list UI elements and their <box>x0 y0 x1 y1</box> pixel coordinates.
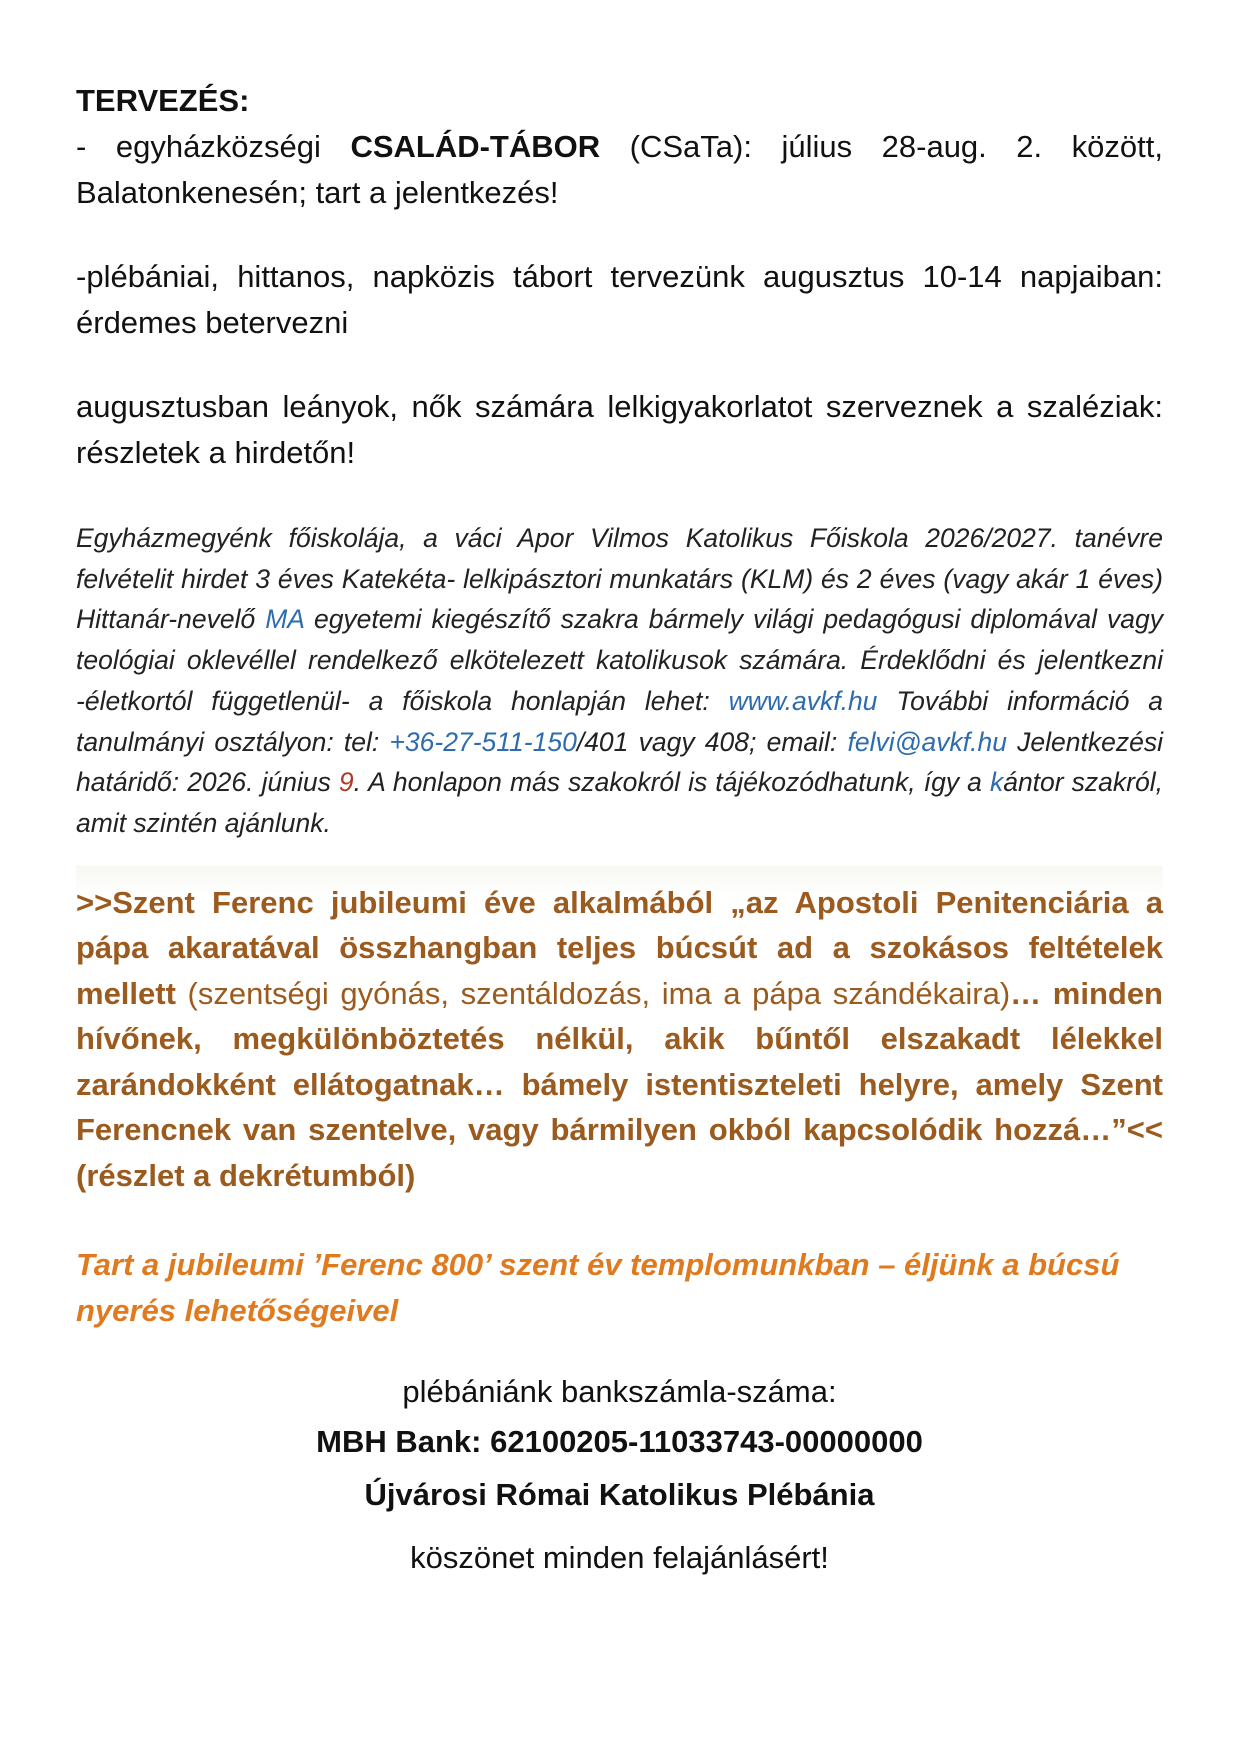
cantor-highlight: k <box>989 767 1004 798</box>
college-text-3: További információ a tanulmányi osztályon: tel: <box>76 685 1163 757</box>
section-heading: TERVEZÉS: <box>76 83 250 118</box>
decree-text-1: >>Szent Ferenc jubileumi éve alkalmából „az Apostoli Penitenciária a pápa akaratával összhangban teljes búcsút ad a szokásos feltételek mellett <box>76 884 1163 1011</box>
ma-highlight: MA <box>265 604 304 635</box>
college-text-6: . A honlapon más szakokról is tájékozódhatunk, így a <box>353 767 990 798</box>
document-content <box>76 78 1163 1581</box>
website-link[interactable]: www.avkf.hu <box>728 685 878 716</box>
college-text-5: Jelentkezési határidő: 2026. június <box>76 726 1163 798</box>
decree-text-2: … minden hívőnek, megkülönböztetés nélkül, akik bűntől elszakadt lélekkel zarándokként ellátogatnak… bámely istentiszteleti helyre, amely Szent Ferencnek van szentelve, vagy bármilyen okból kapcsolódik hozzá…”<< (részlet a dekrétumból) <box>76 975 1163 1193</box>
bank-label: plébániánk bankszámla-száma: <box>402 1374 837 1410</box>
family-camp-prefix: - egyházközségi <box>76 129 351 164</box>
bank-account-owner: Újvárosi Római Katolikus Plébánia <box>364 1477 875 1513</box>
email-link[interactable]: felvi@avkf.hu <box>847 726 1007 757</box>
college-text-2: egyetemi kiegészítő szakra bármely világi pedagógusi diplomával vagy teológiai oklevéllel rendelkező elkötelezett katolikusok számára. Érdeklődni és jelentkezni -életkortól függetlenül- a főiskola honlapján lehet: <box>76 604 1163 716</box>
decree-conditions: (szentségi gyónás, szentáldozás, ima a pápa szándékaira) <box>175 975 1011 1011</box>
family-camp-title: CSALÁD-TÁBOR <box>350 129 601 164</box>
jubilee-notice: Tart a jubileumi ’Ferenc 800’ szent év templomunkban – éljünk a búcsú nyerés lehetőségeivel <box>76 1247 1120 1329</box>
bank-account-number: MBH Bank: 62100205-11033743-00000000 <box>316 1424 923 1460</box>
family-camp-paragraph <box>76 124 1163 216</box>
deadline-day: 9 <box>338 767 354 798</box>
retreat-paragraph: augusztusban leányok, nők számára lelkigyakorlatot szerveznek a szaléziak: részletek a hirdetőn! <box>76 389 1163 470</box>
family-camp-details: (CSaTa): július 28-aug. 2. között, Balatonkenesén; tart a jelentkezés! <box>76 129 1163 210</box>
decree-quote <box>76 866 1163 1199</box>
phone-link[interactable]: +36-27-511-150 <box>389 726 577 757</box>
college-text-4: /401 vagy 408; email: <box>576 726 848 757</box>
college-text-1: Egyházmegyénk főiskolája, a váci Apor Vilmos Katolikus Főiskola 2026/2027. tanévre felvételit hirdet 3 éves Katekéta- lelkipásztori munkatárs (KLM) és 2 éves (vagy akár 1 éves) Hittanár-nevelő <box>76 523 1163 635</box>
college-paragraph <box>76 518 1163 844</box>
thanks-line: köszönet minden felajánlásért! <box>410 1540 829 1576</box>
day-camp-paragraph: -plébániai, hittanos, napközis tábort tervezünk augusztus 10-14 napjaiban: érdemes betervezni <box>76 259 1163 340</box>
college-text-7: ántor szakról, amit szintén ajánlunk. <box>76 767 1163 838</box>
